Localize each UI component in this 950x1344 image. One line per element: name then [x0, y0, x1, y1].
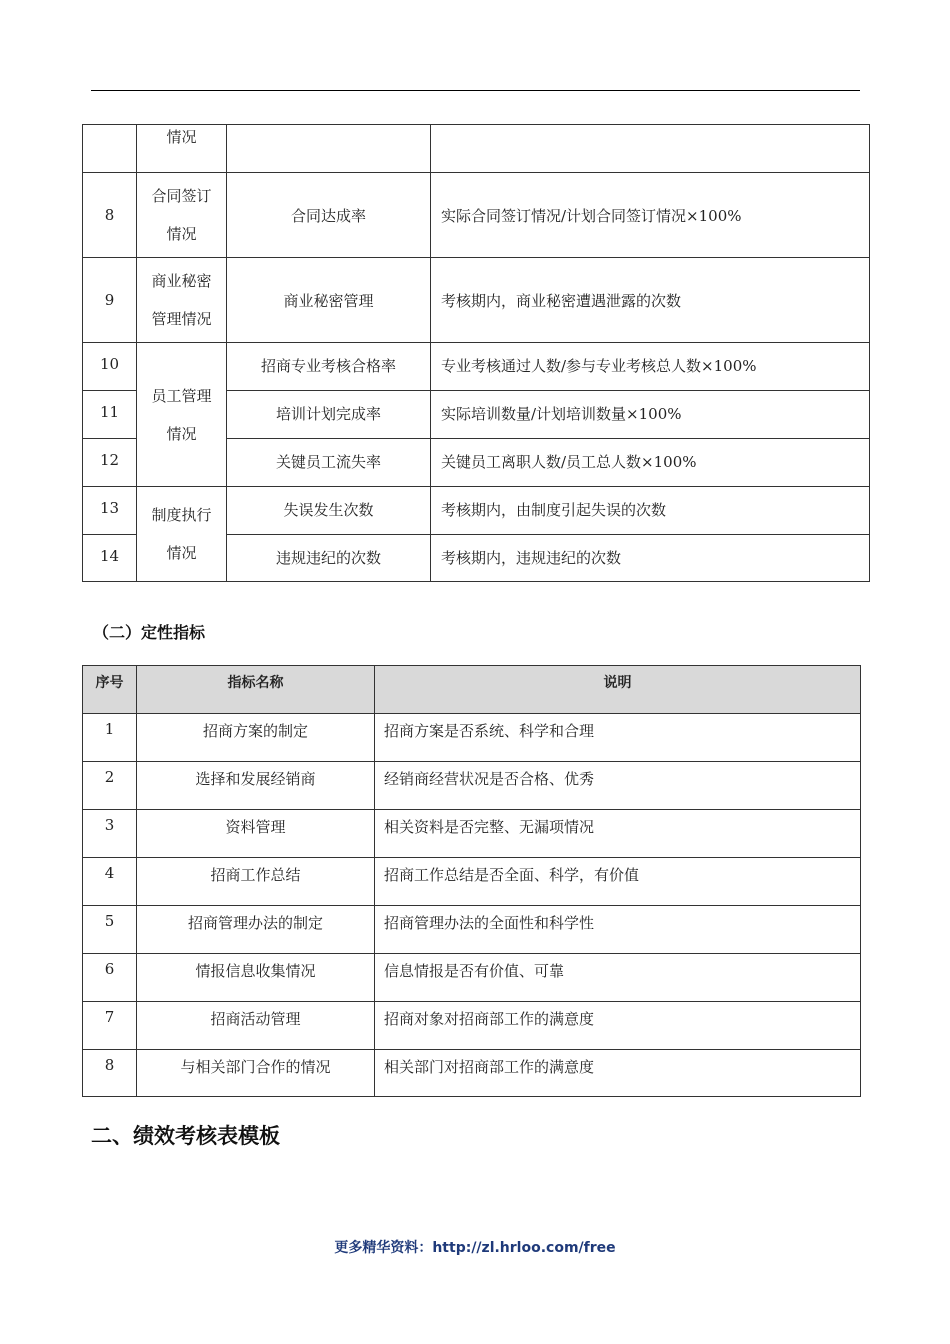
row-indicator: 违规违纪的次数	[227, 535, 431, 582]
row-description: 相关部门对招商部工作的满意度	[375, 1050, 861, 1097]
table-row	[83, 258, 870, 343]
row-index: 3	[83, 810, 137, 858]
row-indicator: 商业秘密管理	[227, 258, 431, 343]
row-index: 12	[83, 439, 137, 487]
row-index: 9	[83, 258, 137, 343]
row-description: 实际培训数量/计划培训数量×100%	[431, 391, 870, 439]
row-category-staff	[137, 343, 227, 487]
row-indicator: 情报信息收集情况	[137, 954, 375, 1002]
row-category	[137, 258, 227, 343]
table-row	[83, 810, 861, 858]
table-row	[83, 125, 870, 173]
row-description: 经销商经营状况是否合格、优秀	[375, 762, 861, 810]
row-description: 招商管理办法的全面性和科学性	[375, 906, 861, 954]
table-row	[83, 714, 861, 762]
row-index: 7	[83, 1002, 137, 1050]
qualitative-section-title: （二）定性指标	[93, 623, 206, 642]
table-row	[83, 954, 861, 1002]
header-indicator: 指标名称	[137, 666, 375, 714]
table-header-row	[83, 666, 861, 714]
row-index: 13	[83, 487, 137, 535]
row-indicator: 招商管理办法的制定	[137, 906, 375, 954]
row-category	[137, 173, 227, 258]
row-index: 1	[83, 714, 137, 762]
main-section-title: 二、绩效考核表模板	[91, 1124, 280, 1148]
row-category-line: 商业秘密	[151, 272, 212, 290]
row-index: 4	[83, 858, 137, 906]
row-description: 信息情报是否有价值、可靠	[375, 954, 861, 1002]
table-row	[83, 858, 861, 906]
row-category: 情况	[137, 125, 227, 173]
row-category-line: 合同签订	[151, 187, 212, 205]
row-category-line: 制度执行	[151, 506, 212, 524]
row-indicator: 招商方案的制定	[137, 714, 375, 762]
header-description: 说明	[375, 666, 861, 714]
table-row	[83, 487, 870, 535]
row-index: 10	[83, 343, 137, 391]
row-category-line: 情况	[166, 544, 197, 562]
table-row	[83, 1050, 861, 1097]
row-description: 考核期内，商业秘密遭遇泄露的次数	[431, 258, 870, 343]
header-rule	[91, 90, 860, 91]
row-indicator: 合同达成率	[227, 173, 431, 258]
header-index: 序号	[83, 666, 137, 714]
row-index: 2	[83, 762, 137, 810]
row-index: 11	[83, 391, 137, 439]
row-description: 相关资料是否完整、无漏项情况	[375, 810, 861, 858]
row-description: 实际合同签订情况/计划合同签订情况×100%	[431, 173, 870, 258]
table-row	[83, 173, 870, 258]
row-description: 专业考核通过人数/参与专业考核总人数×100%	[431, 343, 870, 391]
row-category-line: 管理情况	[151, 310, 212, 328]
row-description: 关键员工离职人数/员工总人数×100%	[431, 439, 870, 487]
row-category-line: 员工管理	[151, 386, 212, 405]
table-row	[83, 906, 861, 954]
quantitative-table	[82, 124, 870, 582]
row-index: 6	[83, 954, 137, 1002]
row-index: 8	[83, 1050, 137, 1097]
row-indicator	[227, 125, 431, 173]
row-indicator: 与相关部门合作的情况	[137, 1050, 375, 1097]
row-indicator: 招商专业考核合格率	[227, 343, 431, 391]
row-indicator: 培训计划完成率	[227, 391, 431, 439]
row-index	[83, 125, 137, 173]
row-description: 招商方案是否系统、科学和合理	[375, 714, 861, 762]
table-row	[83, 762, 861, 810]
row-indicator: 选择和发展经销商	[137, 762, 375, 810]
row-description: 考核期内，由制度引起失误的次数	[431, 487, 870, 535]
row-index: 5	[83, 906, 137, 954]
row-index: 8	[83, 173, 137, 258]
table-row	[83, 1002, 861, 1050]
row-indicator: 关键员工流失率	[227, 439, 431, 487]
row-description: 招商对象对招商部工作的满意度	[375, 1002, 861, 1050]
row-index: 14	[83, 535, 137, 582]
row-indicator: 资料管理	[137, 810, 375, 858]
row-description: 招商工作总结是否全面、科学，有价值	[375, 858, 861, 906]
row-description	[431, 125, 870, 173]
row-description: 考核期内，违规违纪的次数	[431, 535, 870, 582]
row-indicator: 招商工作总结	[137, 858, 375, 906]
row-category-line: 情况	[166, 225, 197, 243]
row-indicator: 招商活动管理	[137, 1002, 375, 1050]
footer-link[interactable]: 更多精华资料：http://zl.hrloo.com/free	[334, 1240, 616, 1256]
row-category-system	[137, 487, 227, 582]
row-indicator: 失误发生次数	[227, 487, 431, 535]
row-category-line: 情况	[166, 424, 197, 443]
table-row	[83, 343, 870, 391]
qualitative-table	[82, 665, 861, 1097]
